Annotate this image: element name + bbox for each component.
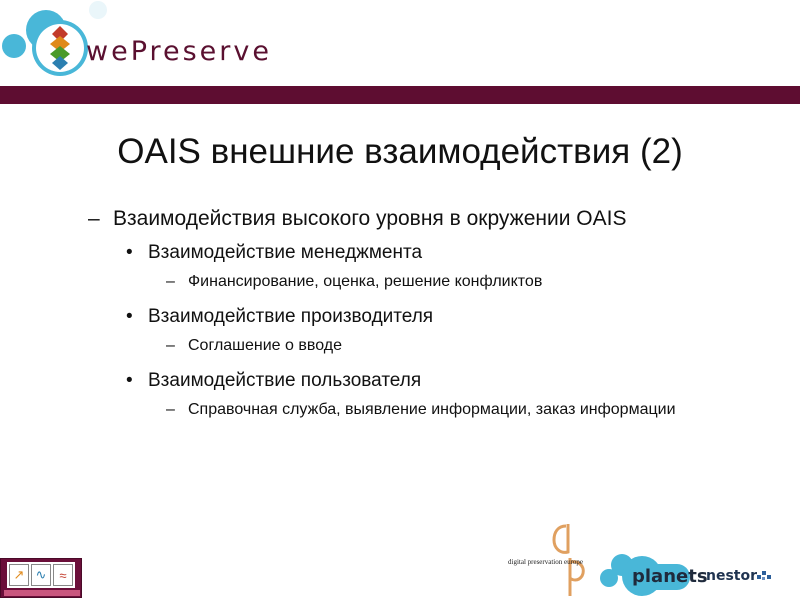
dash-marker: – [88, 207, 100, 230]
dpe-label: digital preservation europe [508, 558, 584, 566]
slide-title: OAIS внешние взаимодействия (2) [117, 132, 683, 171]
list-item-level2 [88, 305, 728, 329]
list-item-text: Взаимодействие производителя [148, 306, 434, 327]
planets-label: planets [632, 566, 708, 587]
list-item-level3 [88, 335, 688, 357]
planets-logo [598, 552, 708, 598]
header [0, 0, 800, 86]
list-item-text: Взаимодействие пользователя [148, 370, 422, 391]
brand-name: wePreserve [86, 36, 272, 67]
bullet-marker: • [126, 306, 133, 327]
bullet-marker: • [126, 242, 133, 263]
list-item-text: Финансирование, оценка, решение конфликтов [188, 273, 543, 290]
bullet-marker: • [126, 370, 133, 391]
wave-icon: ≈ [53, 564, 73, 586]
list-item-level1 [88, 205, 713, 233]
nestor-logo: nestor [706, 568, 758, 584]
dash-marker: – [166, 337, 175, 354]
nestor-dots-icon [755, 569, 773, 581]
list-item-level2 [88, 369, 728, 393]
list-item-text: Взаимодействия высокого уровня в окружении OAIS [113, 207, 627, 230]
list-item-level3 [88, 271, 688, 293]
list-item-text: Соглашение о вводе [188, 337, 342, 354]
list-item-text: Справочная служба, выявление информации, заказ информации [188, 401, 676, 418]
chart-icon: ∿ [31, 564, 51, 586]
arrow-icon: ↗ [9, 564, 29, 586]
header-band [0, 86, 800, 104]
slide-content [88, 205, 728, 421]
list-item-level3 [88, 399, 688, 421]
list-item-level2 [88, 241, 728, 265]
dpe-logo [508, 522, 596, 598]
list-item-text: Взаимодействие менеджмента [148, 242, 423, 263]
dash-marker: – [166, 273, 175, 290]
partner-logo-bottom-left [0, 558, 82, 598]
dash-marker: – [166, 401, 175, 418]
